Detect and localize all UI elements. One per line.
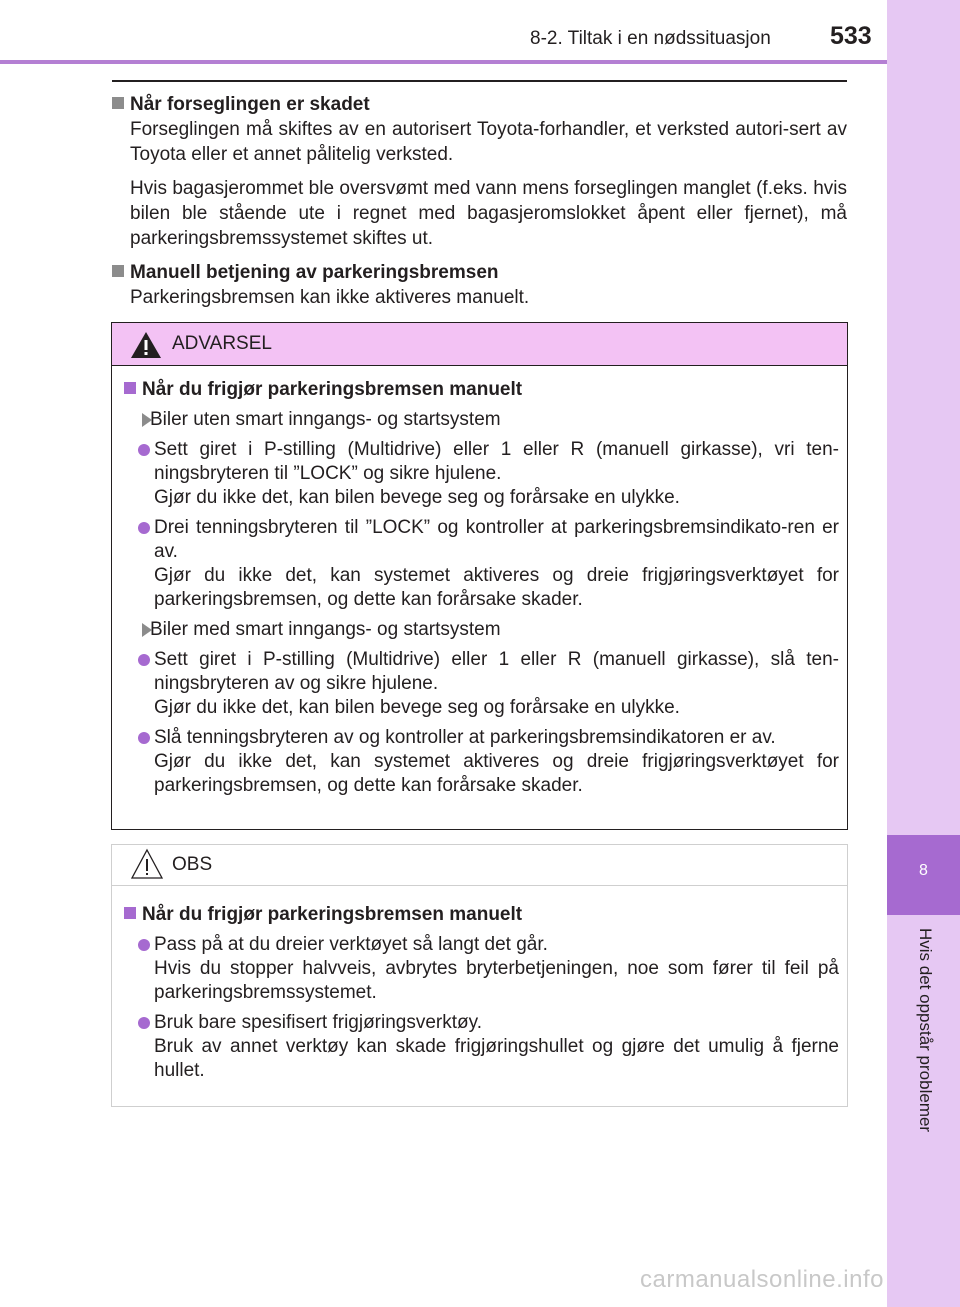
notice-box bbox=[111, 844, 848, 1107]
bullet-item: Pass på at du dreier verktøyet så langt det går. Hvis du stopper halvveis, avbrytes bryterbetjeningen, noe som fører til feil på parkeringsbremssystemet. bbox=[124, 933, 839, 1005]
chapter-number: 8 bbox=[919, 862, 928, 879]
caution-triangle-icon bbox=[130, 848, 164, 880]
sub-heading: Biler uten smart inngangs- og startsystem bbox=[132, 408, 839, 432]
section-title: 8-2. Tiltak i en nødssituasjon bbox=[530, 28, 771, 49]
warning-title: ADVARSEL bbox=[172, 333, 272, 354]
square-bullet-icon bbox=[112, 265, 124, 277]
warning-heading: Når du frigjør parkeringsbremsen manuelt bbox=[124, 378, 839, 402]
warning-header bbox=[112, 323, 847, 366]
bullet-item: Sett giret i P-stilling (Multidrive) eller 1 eller R (manuell girkasse), slå ten-ningsbryteren av og sikre hjulene. Gjør du ikke det, kan bilen bevege seg og forårsake en ulykke. bbox=[124, 648, 839, 720]
bullet-item: Slå tenningsbryteren av og kontroller at parkeringsbremsindikatoren er av. Gjør du ikke det, kan systemet aktiveres og dreie frigjøringsverktøyet for parkeringsbremsen, og dette kan forårsake skader. bbox=[124, 726, 839, 798]
bullet-item: Bruk bare spesifisert frigjøringsverktøy. Bruk av annet verktøy kan skade frigjøringshullet og gjøre det umulig å fjerne hullet. bbox=[124, 1011, 839, 1083]
warning-body bbox=[112, 378, 847, 804]
warning-triangle-icon bbox=[130, 331, 162, 359]
notice-heading: Når du frigjør parkeringsbremsen manuelt bbox=[124, 903, 839, 927]
bullet-item: Sett giret i P-stilling (Multidrive) eller 1 eller R (manuell girkasse), vri ten-ningsbryteren til ”LOCK” og sikre hjulene. Gjør du ikke det, kan bilen bevege seg og forårsake en ulykke. bbox=[124, 438, 839, 510]
square-bullet-icon bbox=[124, 907, 136, 919]
bullet-item: Drei tenningsbryteren til ”LOCK” og kontroller at parkeringsbremsindikato-ren er av. Gjør du ikke det, kan systemet aktiveres og dreie frigjøringsverktøyet for parkeringsbremsen, og dette kan forårsake skader. bbox=[124, 516, 839, 612]
watermark: carmanualsonline.info bbox=[640, 1266, 884, 1293]
page-number: 533 bbox=[830, 22, 872, 50]
header-rule bbox=[0, 60, 887, 64]
paragraph: Parkeringsbremsen kan ikke aktiveres manuelt. bbox=[130, 287, 530, 308]
notice-header bbox=[112, 845, 847, 886]
paragraph: Forseglingen må skiftes av en autorisert Toyota-forhandler, et verksted autori-sert av Toyota eller et annet pålitelig verksted. bbox=[130, 119, 847, 165]
notice-body bbox=[112, 903, 847, 1089]
round-bullet-icon bbox=[138, 444, 150, 456]
section-heading: Når forseglingen er skadet bbox=[112, 92, 847, 117]
round-bullet-icon bbox=[138, 654, 150, 666]
round-bullet-icon bbox=[138, 1017, 150, 1029]
round-bullet-icon bbox=[138, 732, 150, 744]
triangle-arrow-icon bbox=[142, 413, 152, 427]
paragraph: Hvis bagasjerommet ble oversvømt med vann mens forseglingen manglet (f.eks. hvis bilen ble stående ute i regnet med bagasjeromslokket åpent eller fjernet), må parkeringsbremssystemet skiftes ut. bbox=[130, 178, 847, 249]
round-bullet-icon bbox=[138, 939, 150, 951]
square-bullet-icon bbox=[112, 97, 124, 109]
chapter-label: Hvis det oppstår problemer bbox=[916, 928, 935, 1133]
notice-title: OBS bbox=[172, 854, 213, 875]
round-bullet-icon bbox=[138, 522, 150, 534]
content-top-rule bbox=[112, 80, 847, 82]
square-bullet-icon bbox=[124, 382, 136, 394]
section-heading: Manuell betjening av parkeringsbremsen bbox=[112, 260, 847, 285]
main-content bbox=[112, 92, 847, 310]
sub-heading: Biler med smart inngangs- og startsystem bbox=[132, 618, 839, 642]
triangle-arrow-icon bbox=[142, 623, 152, 637]
warning-box bbox=[111, 322, 848, 830]
